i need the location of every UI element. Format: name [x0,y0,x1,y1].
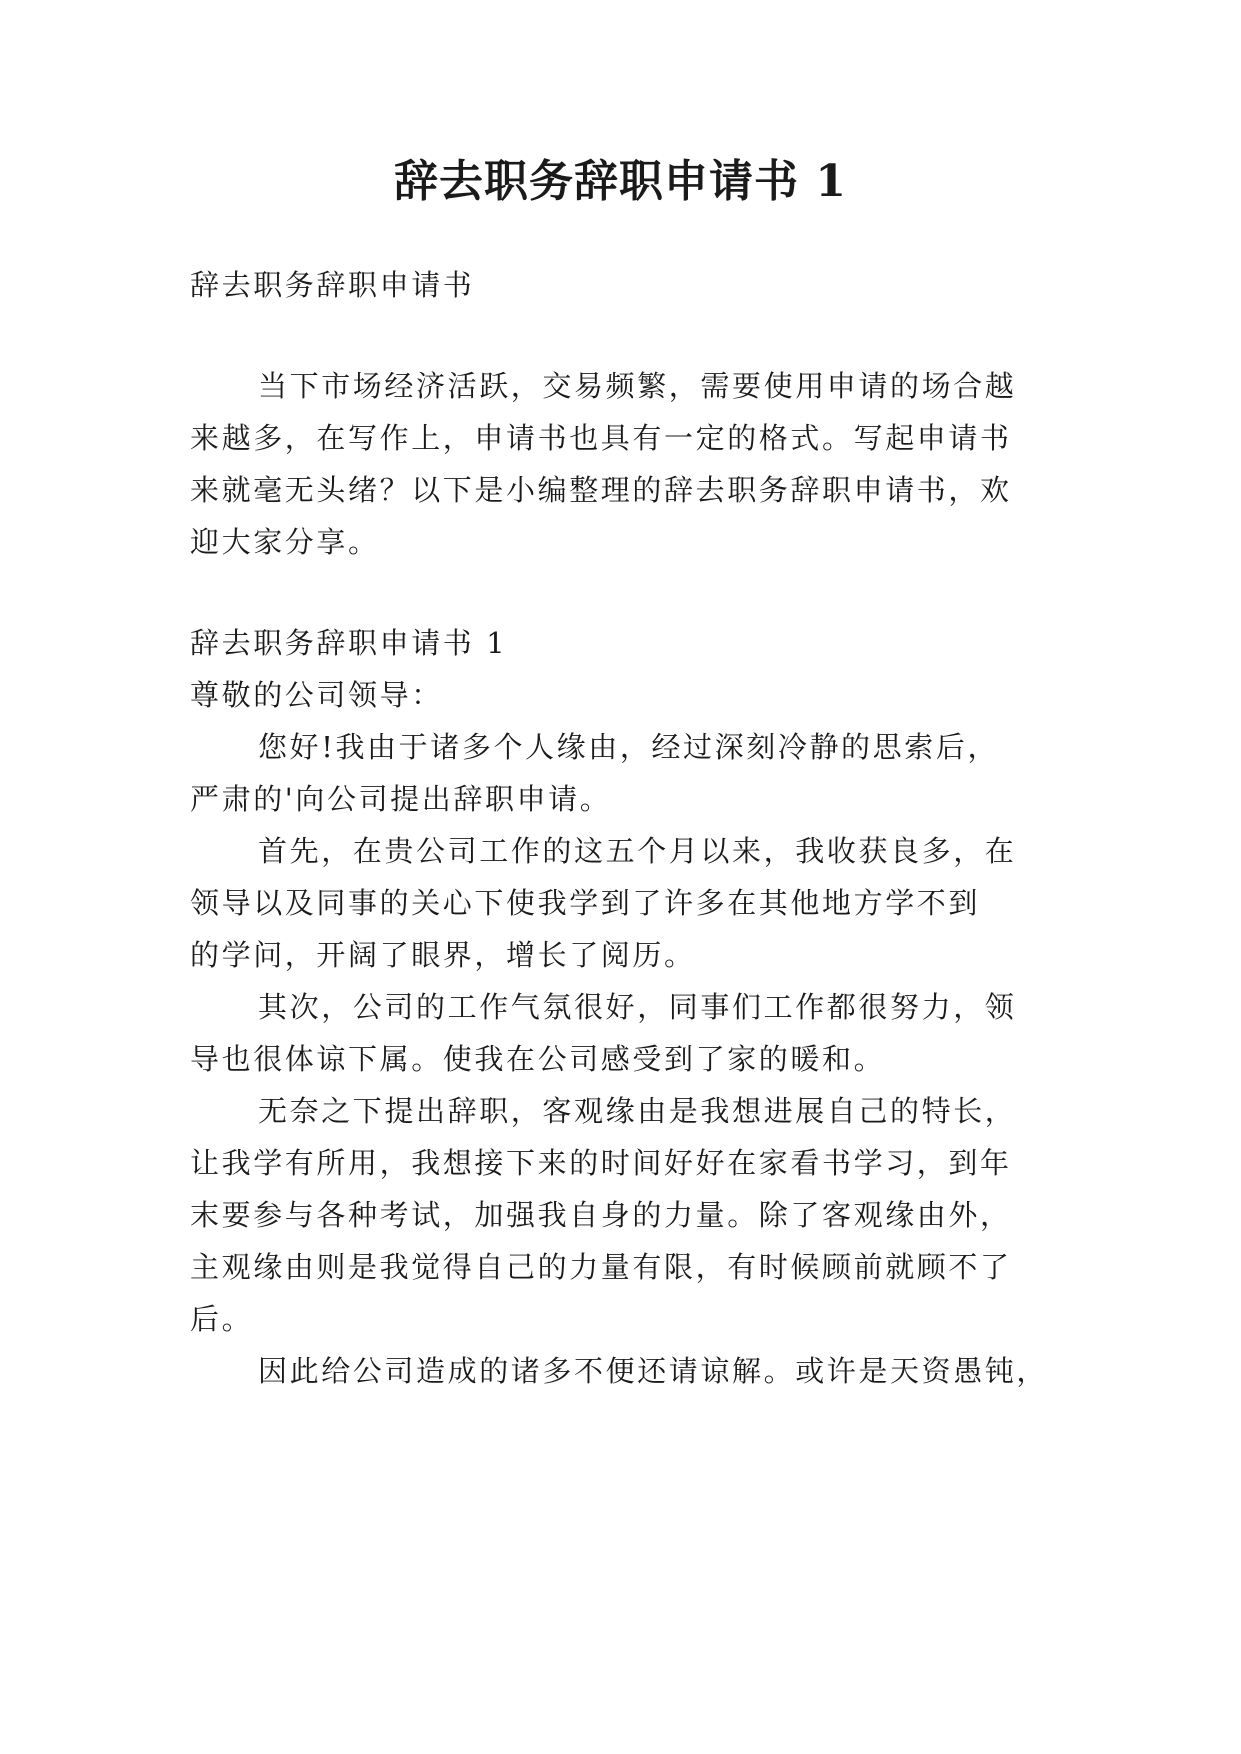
body-line: 领导以及同事的关心下使我学到了许多在其他地方学不到 [190,886,981,920]
salutation: 尊敬的公司领导： [190,678,443,712]
body-line: 严肃的'向公司提出辞职申请。 [190,782,612,816]
body-line: 导也很体谅下属。使我在公司感受到了家的暖和。 [190,1042,886,1076]
body-line: 的学问，开阔了眼界，增长了阅历。 [190,938,696,972]
body-line: 其次，公司的工作气氛很好，同事们工作都很努力，领 [258,990,1017,1024]
intro-line: 迎大家分享。 [190,525,380,559]
intro-line: 当下市场经济活跃，交易频繁，需要使用申请的场合越 [258,369,1017,403]
intro-line: 来就毫无头绪？以下是小编整理的辞去职务辞职申请书，欢 [190,473,1012,507]
body-line: 让我学有所用，我想接下来的时间好好在家看书学习，到年 [190,1146,1012,1180]
document-title: 辞去职务辞职申请书 1 [394,156,847,207]
subtitle: 辞去职务辞职申请书 [190,268,475,302]
body-line: 您好!我由于诸多个人缘由，经过深刻冷静的思索后， [258,730,1000,764]
body-line: 主观缘由则是我觉得自己的力量有限，有时候顾前就顾不了 [190,1250,1012,1284]
body-line: 首先，在贵公司工作的这五个月以来，我收获良多，在 [258,834,1017,868]
body-line: 因此给公司造成的诸多不便还请谅解。或许是天资愚钝， [258,1354,1049,1388]
body-line: 无奈之下提出辞职，客观缘由是我想进展自己的特长， [258,1094,1017,1128]
intro-line: 来越多，在写作上，申请书也具有一定的格式。写起申请书 [190,421,1012,455]
letter-heading: 辞去职务辞职申请书 1 [190,626,508,660]
body-line: 后。 [190,1302,254,1336]
body-line: 末要参与各种考试，加强我自身的力量。除了客观缘由外， [190,1198,1012,1232]
